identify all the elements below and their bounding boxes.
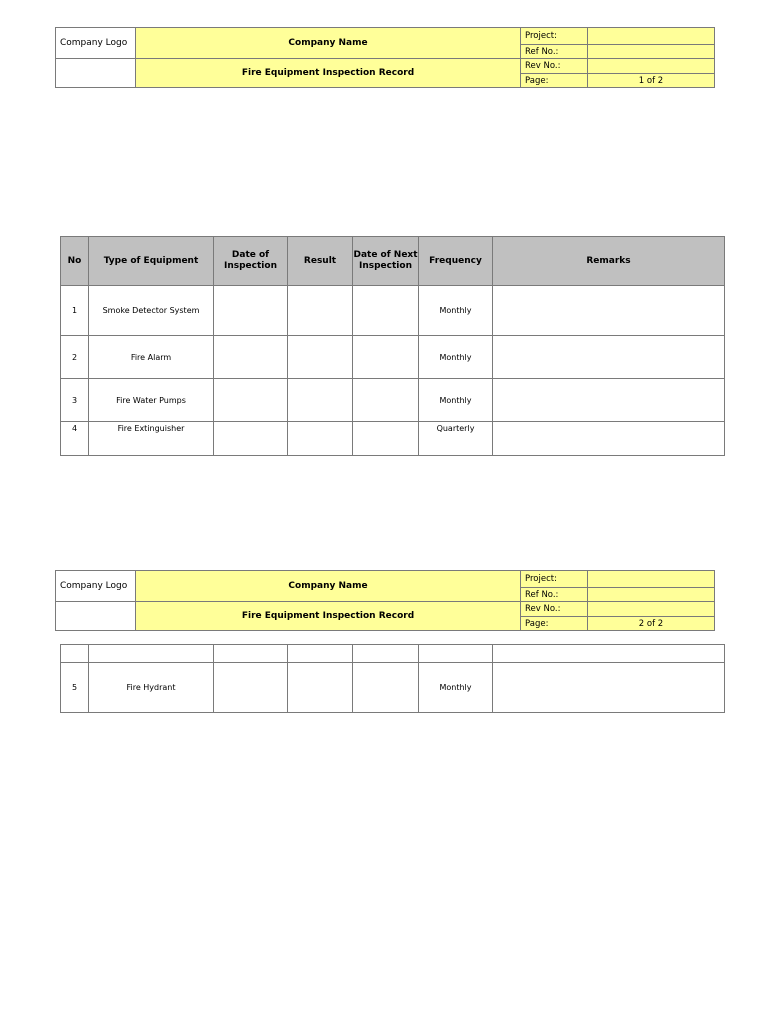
table-row bbox=[61, 379, 725, 422]
row-equipment: Fire Hydrant bbox=[89, 663, 214, 713]
project-value bbox=[588, 571, 715, 588]
ref-no-value bbox=[588, 45, 715, 59]
table-row bbox=[61, 645, 725, 663]
page-header-2 bbox=[55, 570, 715, 631]
row-frequency: Monthly bbox=[419, 336, 493, 379]
col-type-of-equipment: Type of Equipment bbox=[89, 237, 214, 286]
project-value bbox=[588, 28, 715, 45]
company-name: Company Name bbox=[136, 571, 521, 602]
ref-no-label: Ref No.: bbox=[521, 45, 588, 59]
company-logo: Company Logo bbox=[56, 28, 136, 59]
rev-no-value bbox=[588, 59, 715, 74]
row-frequency: Monthly bbox=[419, 379, 493, 422]
rev-no-label: Rev No.: bbox=[521, 602, 588, 617]
row-frequency: Quarterly bbox=[419, 422, 493, 456]
col-remarks: Remarks bbox=[493, 237, 725, 286]
row-frequency: Monthly bbox=[419, 286, 493, 336]
row-no: 4 bbox=[61, 422, 89, 456]
row-no: 2 bbox=[61, 336, 89, 379]
col-date-of-inspection: Date of Inspection bbox=[214, 237, 288, 286]
table-header-row bbox=[61, 237, 725, 286]
company-name: Company Name bbox=[136, 28, 521, 59]
row-no: 3 bbox=[61, 379, 89, 422]
ref-no-label: Ref No.: bbox=[521, 588, 588, 602]
page-number: 2 of 2 bbox=[588, 617, 715, 631]
record-title: Fire Equipment Inspection Record bbox=[136, 602, 521, 631]
col-result: Result bbox=[288, 237, 353, 286]
page-header-1 bbox=[55, 27, 715, 88]
col-date-of-next-inspection: Date of Next Inspection bbox=[353, 237, 419, 286]
project-label: Project: bbox=[521, 571, 588, 588]
company-logo: Company Logo bbox=[56, 571, 136, 602]
row-equipment: Smoke Detector System bbox=[89, 286, 214, 336]
record-title: Fire Equipment Inspection Record bbox=[136, 59, 521, 88]
page-label: Page: bbox=[521, 617, 588, 631]
row-equipment: Fire Extinguisher bbox=[89, 422, 214, 456]
row-frequency: Monthly bbox=[419, 663, 493, 713]
table-row bbox=[61, 663, 725, 713]
table-row bbox=[61, 422, 725, 456]
page-label: Page: bbox=[521, 74, 588, 88]
row-equipment: Fire Water Pumps bbox=[89, 379, 214, 422]
col-no: No bbox=[61, 237, 89, 286]
table-row bbox=[61, 286, 725, 336]
inspection-table-2 bbox=[60, 644, 725, 713]
rev-no-label: Rev No.: bbox=[521, 59, 588, 74]
row-equipment: Fire Alarm bbox=[89, 336, 214, 379]
rev-no-value bbox=[588, 602, 715, 617]
ref-no-value bbox=[588, 588, 715, 602]
page-number: 1 of 2 bbox=[588, 74, 715, 88]
col-frequency: Frequency bbox=[419, 237, 493, 286]
inspection-table-1 bbox=[60, 236, 725, 456]
row-no: 5 bbox=[61, 663, 89, 713]
project-label: Project: bbox=[521, 28, 588, 45]
table-row bbox=[61, 336, 725, 379]
row-no: 1 bbox=[61, 286, 89, 336]
